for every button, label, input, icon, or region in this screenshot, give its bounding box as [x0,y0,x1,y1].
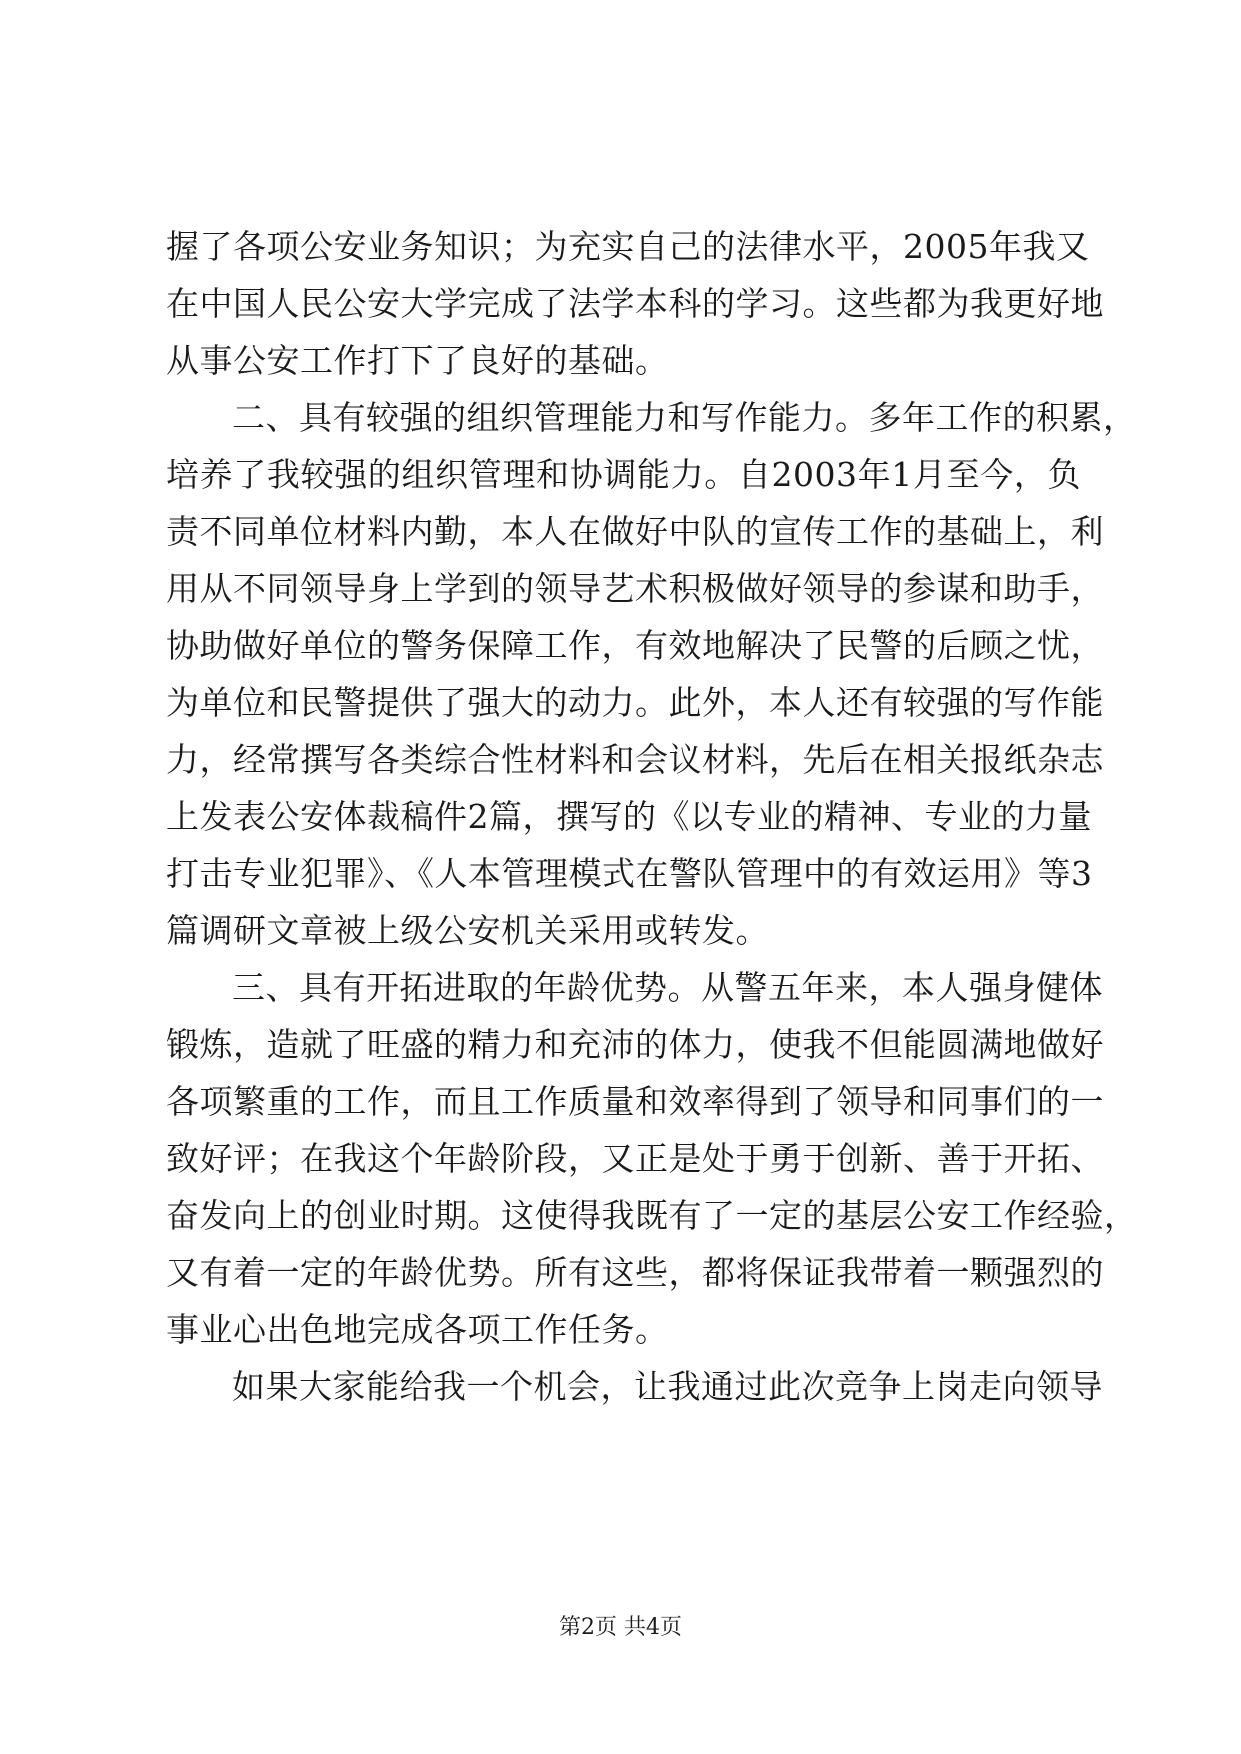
text-line: 奋发向上的创业时期。这使得我既有了一定的基层公安工作经验， [166,1196,1138,1235]
text-line: 篇调研文章被上级公安机关采用或转发。 [166,911,769,950]
text-line: 在中国人民公安大学完成了法学本科的学习。这些都为我更好地 [166,284,1104,323]
text-line: 培养了我较强的组织管理和协调能力。自2003年1月至今，负 [166,455,1081,494]
paragraph-continuation [166,218,1104,389]
paragraph-organization-ability [166,389,1137,959]
text-line: 致好评；在我这个年龄阶段，又正是处于勇于创新、善于开拓、 [166,1139,1104,1178]
text-line: 如果大家能给我一个机会，让我通过此次竞争上岗走向领导 [232,1367,1103,1406]
text-line: 协助做好单位的警务保障工作，有效地解决了民警的后顾之忧， [166,626,1104,665]
text-line: 二、具有较强的组织管理能力和写作能力。多年工作的积累， [232,398,1137,437]
text-line: 用从不同领导身上学到的领导艺术积极做好领导的参谋和助手， [166,569,1104,608]
text-line: 锻炼，造就了旺盛的精力和充沛的体力，使我不但能圆满地做好 [166,1025,1104,1064]
text-line: 握了各项公安业务知识；为充实自己的法律水平，2005年我又 [166,227,1090,266]
text-line: 力，经常撰写各类综合性材料和会议材料，先后在相关报纸杂志 [166,740,1104,779]
text-line: 从事公安工作打下了良好的基础。 [166,341,669,380]
text-line: 三、具有开拓进取的年龄优势。从警五年来，本人强身健体 [232,968,1103,1007]
text-line: 上发表公安体裁稿件2篇，撰写的《以专业的精神、专业的力量 [166,797,1092,836]
text-line: 事业心出色地完成各项工作任务。 [166,1310,669,1349]
document-body [166,218,1138,1415]
text-line: 为单位和民警提供了强大的动力。此外，本人还有较强的写作能 [166,683,1104,722]
text-line: 打击专业犯罪》、《人本管理模式在警队管理中的有效运用》等3 [166,854,1093,893]
paragraph-closing [166,1358,1103,1415]
paragraph-age-advantage [166,959,1138,1358]
text-line: 责不同单位材料内勤，本人在做好中队的宣传工作的基础上，利 [166,512,1104,551]
text-line: 又有着一定的年龄优势。所有这些，都将保证我带着一颗强烈的 [166,1253,1104,1292]
page-number-footer: 第2页 共4页 [559,1615,682,1640]
text-line: 各项繁重的工作，而且工作质量和效率得到了领导和同事们的一 [166,1082,1104,1121]
